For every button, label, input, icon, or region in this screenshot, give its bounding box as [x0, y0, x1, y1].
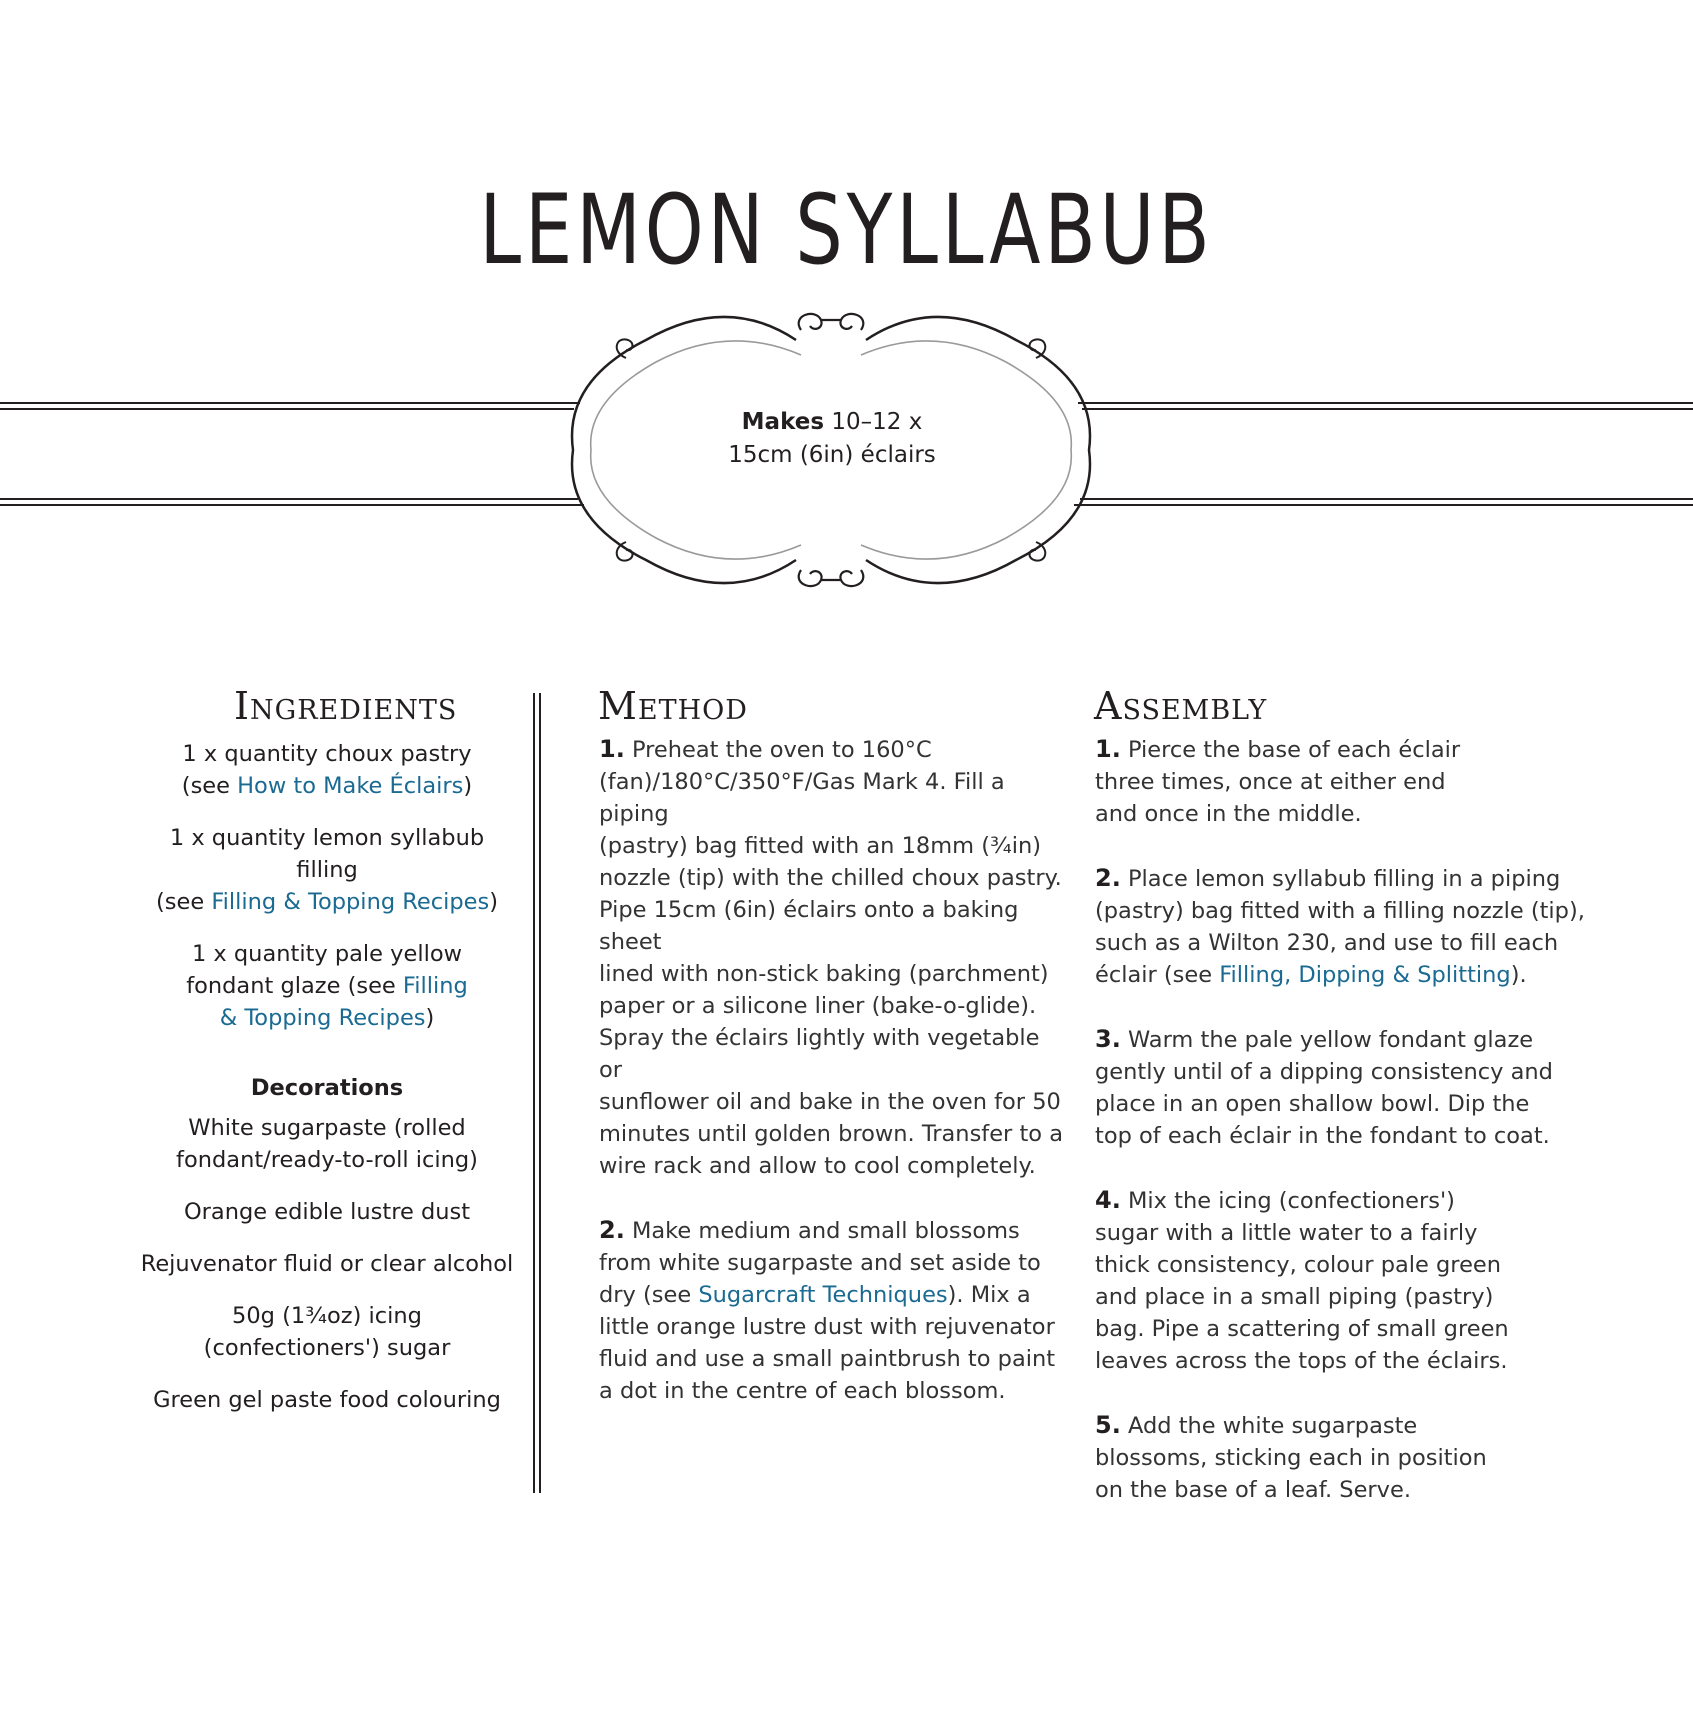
assembly-step-4: 4. Mix the icing (confectioners') sugar with a little water to a fairly thick consistency, colour pale green and place in a small piping (pastry) bag. Pipe a scattering of small green leaves across the tops of the éclairs.	[1095, 1186, 1509, 1374]
band-line-top-left	[0, 402, 580, 404]
assembly-step-2: 2. Place lemon syllabub filling in a piping (pastry) bag fitted with a filling nozzle (tip), such as a Wilton 230, and use to fill each éclair (see Filling, Dipping & Splitting).	[1095, 864, 1585, 988]
decoration-item: 50g (1¾oz) icing (confectioners') sugar	[203, 1303, 451, 1361]
assembly-step-3: 3. Warm the pale yellow fondant glaze gently until of a dipping consistency and place in an open shallow bowl. Dip the top of each éclair in the fondant to coat.	[1095, 1025, 1553, 1149]
assembly-step-5: 5. Add the white sugarpaste blossoms, sticking each in position on the base of a leaf. Serve.	[1095, 1411, 1487, 1503]
assembly-steps	[1095, 733, 1665, 1538]
link-filling-topping-recipes-2[interactable]: Filling	[402, 973, 468, 999]
ingredient-item: 1 x quantity lemon syllabub filling (see Filling & Topping Recipes)	[156, 825, 498, 915]
decorations-heading: Decorations	[250, 1075, 404, 1101]
ingredients-heading: Ingredients	[234, 684, 458, 728]
method-step-2: 2. Make medium and small blossoms from white sugarpaste and set aside to dry (see Sugarcraft Techniques). Mix a little orange lustre dust with rejuvenator fluid and use a small paintbrush to paint a dot in the centre of each blossom.	[599, 1216, 1056, 1404]
method-heading: Method	[598, 684, 748, 728]
link-how-to-make-eclairs[interactable]: How to Make Éclairs	[237, 773, 464, 799]
ingredients-list	[140, 738, 514, 1436]
band-line-bottom-right	[1080, 498, 1693, 500]
assembly-step-1: 1. Pierce the base of each éclair three times, once at either end and once in the middle.	[1095, 735, 1461, 827]
column-divider-2	[539, 693, 541, 1493]
ingredient-item: 1 x quantity choux pastry (see How to Make Éclairs)	[181, 741, 473, 799]
band-line-bottom-right-2	[1074, 504, 1693, 506]
band-line-bottom-left	[0, 498, 578, 500]
band-line-top-right	[1078, 402, 1693, 404]
makes-size: 15cm (6in) éclairs	[728, 442, 936, 468]
method-steps	[599, 733, 1069, 1439]
decoration-item: Green gel paste food colouring	[153, 1387, 501, 1413]
band-line-top-left-2	[0, 408, 574, 410]
decoration-item: White sugarpaste (rolled fondant/ready-to-roll icing)	[176, 1115, 478, 1173]
link-filling-topping-recipes-2b[interactable]: & Topping Recipes	[219, 1005, 426, 1031]
assembly-heading: Assembly	[1094, 684, 1268, 728]
makes-quantity: 10–12 x	[831, 409, 923, 435]
link-sugarcraft-techniques[interactable]: Sugarcraft Techniques	[698, 1282, 948, 1308]
recipe-title: LEMON SYLLABUB	[479, 174, 1214, 287]
method-step-1: 1. Preheat the oven to 160°C (fan)/180°C/350°F/Gas Mark 4. Fill a piping (pastry) bag fitted with an 18mm (¾in) nozzle (tip) with the chilled choux pastry. Pipe 15cm (6in) éclairs onto a baking sheet lined with non-stick baking (parchment) paper or a silicone liner (bake-o-glide). Spray the éclairs lightly with vegetable or sunflower oil and bake in the oven for 50 minutes until golden brown. Transfer to a wire rack and allow to cool completely.	[599, 735, 1063, 1179]
decoration-item: Orange edible lustre dust	[183, 1199, 471, 1225]
band-line-top-right-2	[1082, 408, 1693, 410]
yield-info	[682, 406, 982, 472]
column-divider	[533, 693, 535, 1493]
makes-label: Makes	[741, 409, 825, 435]
link-filling-topping-recipes[interactable]: Filling & Topping Recipes	[211, 889, 490, 915]
band-line-bottom-left-2	[0, 504, 584, 506]
ingredient-item: 1 x quantity pale yellow fondant glaze (see Filling & Topping Recipes)	[186, 941, 468, 1031]
link-filling-dipping-splitting[interactable]: Filling, Dipping & Splitting	[1219, 962, 1511, 988]
decoration-item: Rejuvenator fluid or clear alcohol	[140, 1251, 514, 1277]
